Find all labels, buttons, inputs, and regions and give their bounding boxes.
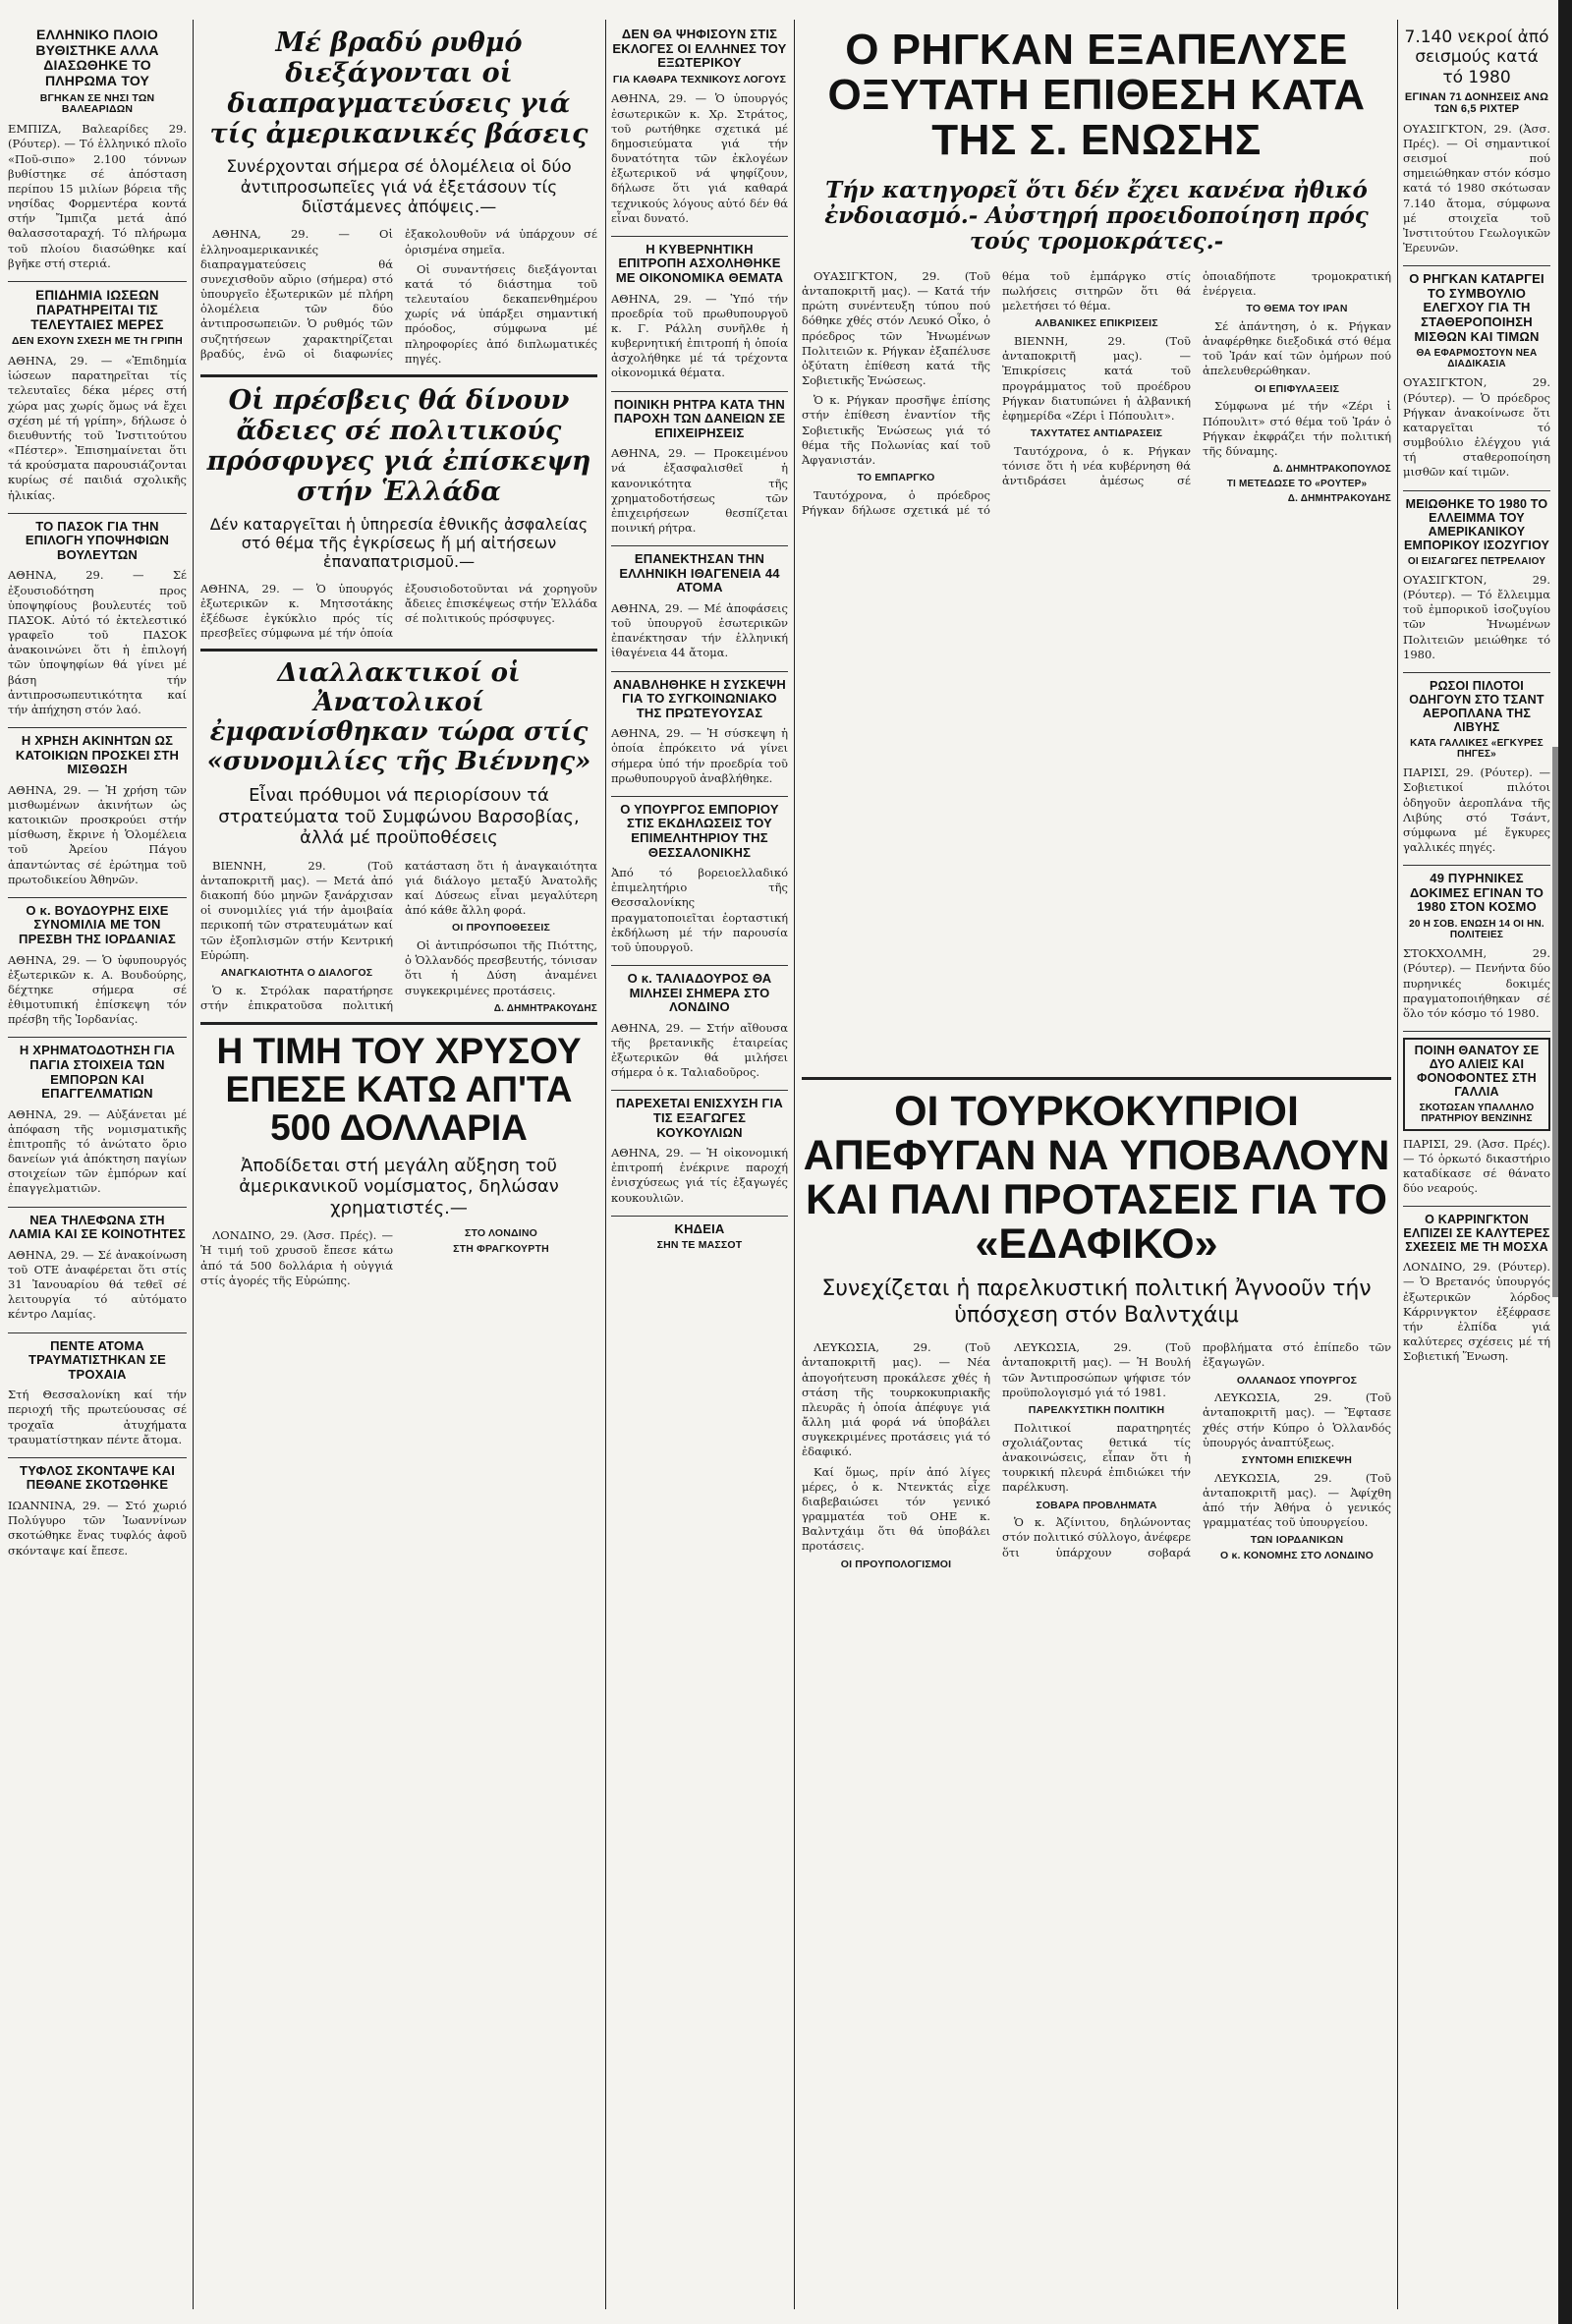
headline-financing: Η ΧΡΗΜΑΤΟΔΟΤΗΣΗ ΓΙΑ ΠΑΓΙΑ ΣΤΟΙΧΕΙΑ ΤΩΝ ΕΜΠΟΡΩΝ ΚΑΙ ΕΠΑΓΓΕΛΜΑΤΙΩΝ — [19, 1043, 176, 1102]
reagan-p1: ΟΥΑΣΙΓΚΤΟΝ, 29. (Τοῦ ἀνταποκριτῆ μας). — Κατά τήν πρώτη συνέντευξη τύπου πού δόθηκε χθές στόν Λευκό Οἶκο, ὁ πρόεδρος τῶν Ἡνωμένων Πολιτειῶν κ. Ρήγκαν ἐξαπέλυσε ὀξύτατη ἐπίθεση κατά τῆς Σοβιετικῆς Ἑνώσεως. — [802, 268, 990, 388]
subhead-refugees: Δέν καταργεῖται ἡ ὑπηρεσία ἐθνικῆς ἀσφαλείας στό θέμα τῆς ἐγκρίσεως ἤ μή αἰτήσεων ἐπαναπατρισμοῦ.— — [209, 515, 589, 572]
headline-reagan-attack: Ο ΡΗΓΚΑΝ ΕΞΑΠΕΛΥΣΕ ΟΞΥΤΑΤΗ ΕΠΙΘΕΣΗ ΚΑΤΑ ΤΗΣ Σ. ΕΝΩΣΗΣ — [827, 26, 1366, 165]
headline-carrington: Ο ΚΑΡΡΙΝΓΚΤΟΝ ΕΛΠΙΖΕΙ ΣΕ ΚΑΛΥΤΕΡΕΣ ΣΧΕΣΕΙΣ ΜΕ ΤΗ ΜΟΣΧΑ — [1403, 1213, 1550, 1255]
article-overseas-vote: ΑΘΗΝΑ, 29. — Ὁ ὑπουργός ἐσωτερικῶν κ. Χρ. Στράτος, τοῦ ρωτήθηκε σχετικά μέ δημοσιεύματα γιά τήν δυνατότητα τῶν ἐκλογέων ἐξωτερικοῦ νά ψηφίζουν, δήλωσε ὅτι γιά καθαρά τεχνικούς λόγους αὐτό δέν θά εἶναι δυνατό. — [611, 91, 788, 225]
article-gov-committee: ΑΘΗΝΑ, 29. — Ὑπό τήν προεδρία τοῦ πρωθυπουργοῦ κ. Γ. Ράλλη συνῆλθε ἡ κυβερνητική ἐπιτροπή ἡ ὁποία ἀσχολήθηκε μέ τά τρέχοντα οἰκονομικά θέματα. — [611, 291, 788, 380]
article-vienna-p3: Οἱ ἀντιπρόσωποι τῆς Πιόττης, ὁ Ὁλλανδός πρεσβευτής, τόνισαν ὅτι ἡ Δύση ἀναμένει συγκεκριμένες προτάσεις. — [405, 938, 597, 997]
article-blind-man: ΙΩΑΝΝΙΝΑ, 29. — Στό χωριό Πολύγυρο τῶν Ἰωαννίνων σκοτώθηκε ἕνας τυφλός ἀφοῦ σκόνταψε καί ἔπεσε. — [8, 1499, 187, 1558]
subhead-soviet-pilots: ΚΑΤΑ ΓΑΛΛΙΚΕΣ «ΕΓΚΥΡΕΣ ΠΗΓΕΣ» — [1410, 737, 1544, 761]
subhead-trade-deficit: ΟΙ ΕΙΣΑΓΩΓΕΣ ΠΕΤΡΕΛΑΙΟΥ — [1407, 555, 1546, 567]
headline-taliadouros: Ο κ. ΤΑΛΙΑΔΟΥΡΟΣ ΘΑ ΜΙΛΗΣΕΙ ΣΗΜΕΡΑ ΣΤΟ ΛΟΝΔΙΝΟ — [627, 971, 772, 1015]
subhead-nuclear-tests: 20 Η ΣΟΒ. ΕΝΩΣΗ 14 ΟΙ ΗΝ. ΠΟΛΙΤΕΙΕΣ — [1409, 918, 1544, 941]
article-commerce-minister: Ἀπό τό βορειοελλαδικό ἐπιμελητήριο τῆς Θεσσαλονίκης πραγματοποιεῖται ἑορταστική ἐκδήλωση μέ τήν παρουσία τοῦ ὑπουργοῦ. — [611, 866, 788, 954]
reagan-p7: Σύμφωνα μέ τήν «Ζέρι ἰ Πόπουλιτ» στό θέμα τοῦ Ἰράν ὁ Ρήγκαν ἐκφράζει τήν πολιτική τῆς δύναμης. — [1203, 399, 1391, 458]
headline-turkish-cypriots: ΟΙ ΤΟΥΡΚΟΚΥΠΡΙΟΙ ΑΠΕΦΥΓΑΝ ΝΑ ΥΠΟΒΑΛΟΥΝ ΚΑΙ ΠΑΛΙ ΠΡΟΤΑΣΕΙΣ ΓΙΑ ΤΟ «ΕΔΑΦΙΚΟ» — [803, 1087, 1390, 1269]
article-vienna-p1: ΒΙΕΝΝΗ, 29. (Τοῦ ἀνταποκριτῆ μας). — Μετά ἀπό διακοπή δύο μηνῶν ξανάρχισαν οἱ συνομιλίες γιά τήν ἀμοιβαία περικοπή τῶν στρατευμάτων καί τῶν ἐξοπλισμῶν στήν Κεντρική Εὐρώπη. — [200, 858, 393, 962]
subsection-reuters: ΤΙ ΜΕΤΕΔΩΣΕ ΤΟ «ΡΟΥΤΕΡ» — [1226, 479, 1368, 490]
article-turkish-cypriots — [802, 1340, 1391, 2284]
subhead-death-penalty: ΣΚΟΤΩΣΑΝ ΥΠΑΛΛΗΛΟ ΠΡΑΤΗΡΙΟΥ ΒΕΝΖΙΝΗΣ — [1419, 1103, 1535, 1125]
article-accidents: Στή Θεσσαλονίκη καί τήν περιοχή τῆς πρωτεύουσας σέ τροχαῖα ἀτυχήματα τραυματίστηκαν πέντε ἄτομα. — [8, 1388, 187, 1446]
subhead-gold-price: Ἀποδίδεται στή μεγάλη αὔξηση τοῦ ἀμερικανικοῦ νομίσματος, δηλώσαν χρηματιστές.— — [239, 1155, 559, 1219]
column-1 — [8, 28, 187, 1568]
article-nuclear-tests: ΣΤΟΚΧΟΛΜΗ, 29. (Ρόυτερ). — Πενήντα δύο πυρηνικές δοκιμές πραγματοποιήθηκαν σέ ὅλο τόν κόσμο τό 1980. — [1403, 946, 1550, 1020]
headline-epidemic: ΕΠΙΔΗΜΙΑ ΙΩΣΕΩΝ ΠΑΡΑΤΗΡΕΙΤΑΙ ΤΙΣ ΤΕΛΕΥΤΑΙΕΣ ΜΕΡΕΣ — [30, 287, 164, 333]
subhead-turkish-cypriots: Συνεχίζεται ἡ παρελκυστική πολιτική Ἀγνοοῦν τήν ὑπόσχεση στόν Βαλντχάιμ — [821, 1276, 1372, 1328]
headline-traffic-meeting: ΑΝΑΒΛΗΘΗΚΕ Η ΣΥΣΚΕΨΗ ΓΙΑ ΤΟ ΣΥΓΚΟΙΝΩΝΙΑΚΟ ΤΗΣ ΠΡΩΤΕΥΟΥΣΑΣ — [612, 676, 787, 720]
article-vienna-p2: Ὁ κ. Στρόλακ παρατήρησε στήν ἐπικρατοῦσα πολιτική κατάσταση ὅτι ἡ ἀναγκαιότητα γιά διάλογο μεταξύ Ἀνατολῆς καί Δύσεως εἶναι μεγαλύτερη ἀπό κάθε ἄλλη φορά. — [200, 858, 597, 1012]
article-gold-price — [200, 1228, 597, 1288]
turk-p5: Ὁ κ. Ἀζίνιτου, δηλώνοντας στόν πολιτικό σύλλογο, ἀνέφερε ὅτι ὑπάρχουν σοβαρά προβλήματα στό ἐπίπεδο τῶν ἐξαγωγῶν. — [1002, 1340, 1391, 1559]
reagan-p2: Ὁ κ. Ρήγκαν προσῆψε ἐπίσης στήν ἐπίθεση ἐναντίον τῆς Σοβιετικῆς Ἑνώσεως γιά τό θέμα τῆς Πολωνίας καί τοῦ Ἀφγανιστάν. — [802, 393, 990, 467]
death-penalty-box — [1403, 1038, 1550, 1130]
article-property: ΑΘΗΝΑ, 29. — Ἡ χρήση τῶν μισθωμένων ἀκινήτων ὡς κατοικιῶν προσκρούει στήν μίσθωση, ἔκρινε ἡ Ὁλομέλεια τοῦ Ἀρείου Πάγου ἀπαντώντας σέ ἐρώτημα τοῦ πρωτοδικείου Ἀθηνῶν. — [8, 782, 187, 886]
article-voudouris: ΑΘΗΝΑ, 29. — Ὁ ὑφυπουργός ἐξωτερικῶν κ. Α. Βουδούρης, δέχτηκε σήμερα σέ ἐθιμοτυπική ἐπίσκεψη τόν πρέσβη τῆς Ἰορδανίας. — [8, 952, 187, 1027]
headline-refugees: Οἱ πρέσβεις θά δίνουν ἄδειες σέ πολιτικούς πρόσφυγες γιά ἐπίσκεψη στήν Ἑλλάδα — [206, 384, 591, 508]
turk-p6: ΛΕΥΚΩΣΙΑ, 29. (Τοῦ ἀνταποκριτῆ μας). — Ἔφτασε χθές στήν Κύπρο ὁ Ὁλλανδός ὑπουργός ἀναπτύξεως. — [1203, 1390, 1391, 1449]
subhead-overseas-vote: ΓΙΑ ΚΑΘΑΡΑ ΤΕΧΝΙΚΟΥΣ ΛΟΓΟΥΣ — [612, 73, 787, 85]
headline-death-penalty: ΠΟΙΝΗ ΘΑΝΑΤΟΥ ΣΕ ΔΥΟ ΑΛΙΕΙΣ ΚΑΙ ΦΟΝΟΦΟΝΤΕΣ ΣΤΗ ΓΑΛΛΙΑ — [1414, 1044, 1540, 1100]
column-right — [1403, 28, 1550, 1374]
article-citizenship: ΑΘΗΝΑ, 29. — Μέ ἀποφάσεις τοῦ ὑπουργοῦ ἐσωτερικῶν ἐπανέκτησαν τήν ἑλληνική ἰθαγένεια 44 ἄτομα. — [611, 600, 788, 660]
subsection-serious-problems: ΣΟΒΑΡΑ ΠΡΟΒΛΗΜΑΤΑ — [1036, 1499, 1157, 1511]
subsection-iran: ΤΟ ΘΕΜΑ ΤΟΥ ΙΡΑΝ — [1246, 303, 1348, 315]
article-phones: ΑΘΗΝΑ, 29. — Σέ ἀνακοίνωση τοῦ ΟΤΕ ἀναφέρεται ὅτι στίς 31 Ἰανουαρίου θά τεθεῖ σέ λειτουργία τό αὐτόματο κέντρο Λαμίας. — [8, 1247, 187, 1322]
headline-greek-ship: ΕΛΛΗΝΙΚΟ ΠΛΟΙΟ ΒΥΘΙΣΤΗΚΕ ΑΛΛΑ ΔΙΑΣΩΘΗΚΕ ΤΟ ΠΛΗΡΩΜΑ ΤΟΥ — [35, 27, 159, 89]
reagan-p5: Ταυτόχρονα, ὁ κ. Ρήγκαν τόνισε ὅτι ἡ νέα κυβέρνηση θά ἀντιδράσει ἀμέσως σέ ὁποιαδήποτε τρομοκρατική ἐνέργεια. — [1002, 268, 1391, 488]
subsection-jordanian: ΤΩΝ ΙΟΡΔΑΝΙΚΩΝ — [1250, 1534, 1344, 1547]
headline-commerce-minister: Ο ΥΠΟΥΡΓΟΣ ΕΜΠΟΡΙΟΥ ΣΤΙΣ ΕΚΔΗΛΩΣΕΙΣ ΤΟΥ ΕΠΙΜΕΛΗΤΗΡΙΟΥ ΤΗΣ ΘΕΣΣΑΛΟΝΙΚΗΣ — [620, 801, 779, 860]
article-earthquakes: ΟΥΑΣΙΓΚΤΟΝ, 29. (Ἀσσ. Πρές). — Οἱ σημαντικοί σεισμοί πού σημειώθηκαν στόν κόσμο κατά τό 1980 σκότωσαν 7.140 ἄτομα, σύμφωνα μέ στοιχεῖα τοῦ Ἰνστιτούτου Γεωλογικῶν Ἐρευνῶν. — [1403, 121, 1550, 255]
article-pasok: ΑΘΗΝΑ, 29. — Σέ ἐξουσιοδότηση προς ὑποψηφίους βουλευτές τοῦ ΠΑΣΟΚ. Αὐτό τό ἐκτελεστικό γραφεῖο τοῦ ΠΑΣΟΚ ἀνακοινώνει ὅτι ἡ ἐπιλογή τῶν ὑποψηφίων θά γίνει μέ βάση τήν ἀντιπροσωπευτικότητα καί τήν ἀπήχηση στόν λαό. — [8, 568, 187, 716]
headline-citizenship: ΕΠΑΝΕΚΤΗΣΑΝ ΤΗΝ ΕΛΛΗΝΙΚΗ ΙΘΑΓΕΝΕΙΑ 44 ΑΤΟΜΑ — [619, 551, 780, 595]
article-epidemic: ΑΘΗΝΑ, 29. — «Ἐπιδημία ἰώσεων παρατηρεῖται τίς τελευταῖες δέκα μέρες στή χώρα μας χωρίς ὅμως νά ἔχει σχέση μέ τή γρίπη», δήλωσε ὁ διευθυντής τοῦ Ἰνστιτούτου «Πέστερ». Ἐπισημαίνεται ὅτι τά κρούσματα παρουσιάζονται κυρίως σέ παιδιά σχολικῆς ἡλικίας. — [8, 353, 187, 502]
article-greek-ship: ΕΜΠΙΖΑ, Βαλεαρίδες 29. (Ρόυτερ). — Τό ἑλληνικό πλοῖο «Ποῦ-σιπο» 2.100 τόννων βυθίστηκε σέ ἀπόσταση περίπου 15 μιλίων βόρεια τῆς νησίδας Φορμεντέρα κοντά στήν Ἴμπιζα μετά ἀπό θαλασσοταραχή. Τό πλήρωμα τοῦ πλοίου διασώθηκε καί βγῆκε στή στεριά. — [8, 122, 187, 270]
article-death-penalty: ΠΑΡΙΣΙ, 29. (Ἀσσ. Πρές). — Τό ὁρκωτό δικαστήριο καταδίκασε σέ θάνατο δύο νεαρούς. — [1403, 1136, 1550, 1196]
subhead-epidemic: ΔΕΝ ΕΧΟΥΝ ΣΧΕΣΗ ΜΕ ΤΗ ΓΡΙΠΗ — [12, 335, 183, 348]
article-vienna-talks — [200, 859, 597, 1014]
headline-nuclear-tests: 49 ΠΥΡΗΝΙΚΕΣ ΔΟΚΙΜΕΣ ΕΓΙΝΑΝ ΤΟ 1980 ΣΤΟΝ ΚΟΣΜΟ — [1409, 871, 1544, 915]
article-cocoons: ΑΘΗΝΑ, 29. — Ἡ οἰκονομική ἐπιτροπή ἐνέκρινε παροχή ἐνισχύσεως γιά τίς ἐξαγωγές κουκουλιῶν. — [611, 1146, 788, 1205]
headline-vienna-talks: Διαλλακτικοί οἱ Ἀνατολικοί ἐμφανίσθηκαν τώρα στίς «συνομιλίες τῆς Βιέννης» — [206, 658, 591, 777]
byline-dimitrakoudis: Δ. ΔΗΜΗΤΡΑΚΟΥΔΗΣ — [493, 1002, 597, 1014]
subhead-us-bases: Συνέρχονται σήμερα σέ ὁλομέλεια οἱ δύο ἀντιπροσωπεῖες γιά νά ἐξετάσουν τίς διϊστάμενες ἀπόψεις.— — [226, 157, 572, 217]
article-carrington: ΛΟΝΔΙΝΟ, 29. (Ρόυτερ). — Ὁ Βρετανός ὑπουργός ἐξωτερικῶν λόρδος Κάρρινγκτον ἐξέφρασε τήν ἐλπίδα γιά καλύτερες σχέσεις μέ τή Σοβιετική Ἕνωση. — [1403, 1260, 1550, 1364]
subhead-greek-ship: ΒΓΗΚΑΝ ΣΕ ΝΗΣΙ ΤΩΝ ΒΑΛΕΑΡΙΔΩΝ — [39, 91, 155, 116]
subhead-wage-council: ΘΑ ΕΦΑΡΜΟΣΤΟΥΝ ΝΕΑ ΔΙΑΔΙΚΑΣΙΑ — [1416, 348, 1538, 370]
headline-gold-price: Η ΤΙΜΗ ΤΟΥ ΧΡΥΣΟΥ ΕΠΕΣΕ ΚΑΤΩ ΑΠ'ΤΑ 500 ΔΟΛΛΑΡΙΑ — [216, 1031, 582, 1148]
headline-wage-council: Ο ΡΗΓΚΑΝ ΚΑΤΑΡΓΕΙ ΤΟ ΣΥΜΒΟΥΛΙΟ ΕΛΕΓΧΟΥ ΓΙΑ ΤΗ ΣΤΑΘΕΡΟΠΟΙΗΣΗ ΜΙΣΘΩΝ ΚΑΙ ΤΙΜΩΝ — [1409, 271, 1544, 344]
subsection-dialogue: ΑΝΑΓΚΑΙΟΤΗΤΑ Ο ΔΙΑΛΟΓΟΣ — [220, 966, 373, 979]
turk-p3: ΛΕΥΚΩΣΙΑ, 29. (Τοῦ ἀνταποκριτῆ μας). — Ἡ Βουλή τῶν Ἀντιπροσώπων ψήφισε τόν προϋπολογισμό γιά τό 1981. — [1002, 1340, 1191, 1399]
headline-funeral: ΚΗΔΕΙΑ — [674, 1220, 725, 1236]
subsection-embargo: ΤΟ ΕΜΠΑΡΓΚΟ — [857, 472, 935, 484]
subsection-delay-policy: ΠΑΡΕΛΚΥΣΤΙΚΗ ΠΟΛΙΤΙΚΗ — [1028, 1403, 1165, 1416]
reagan-p3: Ταυτόχρονα, ὁ πρόεδρος Ρήγκαν δήλωσε σχετικά μέ τό θέμα τοῦ ἐμπάργκο στίς πωλήσεις σιτηρῶν ὅτι θά μελετήσει τό θέμα. — [802, 268, 1191, 518]
article-us-bases-p1: ΑΘΗΝΑ, 29. — Οἱ ἑλληνοαμερικανικές διαπραγματεύσεις θά συνεχισθοῦν αὔριο (σήμερα) στό ὑπουργεῖο ἐξωτερικῶν μέ πλήρη ὁλομέλεια τῶν δύο ἀντιπροσωπειῶν. Ὁ ρυθμός τῶν συζητήσεων χαρακτηρίζεται βραδύς, ἐνῶ οἱ διαφωνίες ἐξακολουθοῦν νά ὑπάρχουν σέ ὁρισμένα σημεῖα. — [200, 227, 597, 361]
article-penalty-clause: ΑΘΗΝΑ, 29. — Προκειμένου νά ἐξασφαλισθεῖ ἡ κανονικότητα τῆς χρηματοδοτήσεως τῶν ἐπιχειρήσεων θεσπίζεται ποινική ρήτρα. — [611, 446, 788, 536]
turk-p2: Καί ὅμως, πρίν ἀπό λίγες μέρες, ὁ κ. Ντενκτάς εἶχε διαβεβαιώσει τόν γενικό γραμματέα τοῦ ΟΗΕ κ. Βαλντχάιμ ὅτι θά ὑποβάλει προτάσεις. — [802, 1464, 990, 1554]
subsection-london: ΣΤΟ ΛΟΝΔΙΝΟ — [464, 1227, 538, 1240]
subhead-vienna-talks: Εἶναι πρόθυμοι νά περιορίσουν τά στρατεύματα τοῦ Συμφώνου Βαρσοβίας, ἀλλά μέ προϋποθέσεις — [218, 784, 580, 849]
subsection-reactions: ΤΑΧΥΤΑΤΕΣ ΑΝΤΙΔΡΑΣΕΙΣ — [1030, 427, 1163, 440]
page-edge-shadow — [1558, 0, 1572, 2324]
reagan-p6: Σέ ἀπάντηση, ὁ κ. Ρήγκαν ἀναφέρθηκε διεξοδικά στό θέμα τοῦ Ἰράν καί τῶν ὁμήρων πού ἀπελευθερώθηκαν. — [1203, 318, 1391, 378]
subsection-konomis: Ο κ. ΚΟΝΟΜΗΣ ΣΤΟ ΛΟΝΔΙΝΟ — [1219, 1550, 1375, 1562]
headline-phones: ΝΕΑ ΤΗΛΕΦΩΝΑ ΣΤΗ ΛΑΜΙΑ ΚΑΙ ΣΕ ΚΟΙΝΟΤΗΤΕΣ — [9, 1212, 186, 1242]
headline-gov-committee: Η ΚΥΒΕΡΝΗΤΙΚΗ ΕΠΙΤΡΟΠΗ ΑΣΧΟΛΗΘΗΚΕ ΜΕ ΟΙΚΟΝΟΜΙΚΑ ΘΕΜΑΤΑ — [615, 241, 784, 286]
subsection-short-visit: ΣΥΝΤΟΜΗ ΕΠΙΣΚΕΨΗ — [1241, 1454, 1353, 1466]
headline-overseas-vote: ΔΕΝ ΘΑ ΨΗΦΙΣΟΥΝ ΣΤΙΣ ΕΚΛΟΓΕΣ ΟΙ ΕΛΛΗΝΕΣ ΤΟΥ ΕΞΩΤΕΡΙΚΟΥ — [612, 27, 787, 71]
subsection-dutch-minister: ΟΛΛΑΝΔΟΣ ΥΠΟΥΡΓΟΣ — [1236, 1374, 1358, 1387]
subhead-reagan-attack: Τήν κατηγορεῖ ὅτι δέν ἔχει κανένα ἠθικό ἐνδοιασμό.- Αὐστηρή προειδοποίηση πρός τούς τρομοκράτες.- — [824, 176, 1369, 255]
subsection-reservations: ΟΙ ΕΠΙΦΥΛΑΞΕΙΣ — [1254, 382, 1340, 395]
column-2 — [200, 28, 597, 1288]
headline-pasok: ΤΟ ΠΑΣΟΚ ΓΙΑ ΤΗΝ ΕΠΙΛΟΓΗ ΥΠΟΨΗΦΙΩΝ ΒΟΥΛΕΥΤΩΝ — [25, 518, 170, 562]
byline-dimitrakoudis-2: Δ. ΔΗΜΗΤΡΑΚΟΥΔΗΣ — [1287, 493, 1391, 505]
headline-soviet-pilots: ΡΩΣΟΙ ΠΙΛΟΤΟΙ ΟΔΗΓΟΥΝ ΣΤΟ ΤΣΑΝΤ ΑΕΡΟΠΛΑΝΑ ΤΗΣ ΛΙΒΥΗΣ — [1409, 678, 1544, 734]
headline-trade-deficit: ΜΕΙΩΘΗΚΕ ΤΟ 1980 ΤΟ ΕΛΛΕΙΜΜΑ ΤΟΥ ΑΜΕΡΙΚΑΝΙΚΟΥ ΕΜΠΟΡΙΚΟΥ ΙΣΟΖΥΓΙΟΥ — [1403, 496, 1550, 552]
article-trade-deficit: ΟΥΑΣΙΓΚΤΟΝ, 29. (Ρόυτερ). — Τό ἔλλειμμα τοῦ ἐμπορικοῦ ἰσοζυγίου τῶν Ἡνωμένων Πολιτειῶν μειώθηκε τό 1980. — [1403, 572, 1550, 661]
article-reagan-attack — [802, 269, 1391, 1065]
subsection-frankfurt: ΣΤΗ ΦΡΑΓΚΟΥΡΤΗ — [453, 1243, 549, 1256]
torn-edge — [1552, 747, 1558, 1297]
article-taliadouros: ΑΘΗΝΑ, 29. — Στήν αἴθουσα τῆς βρετανικῆς ἑταιρείας ἐξωτερικῶν θά μιλήσει σήμερα ὁ κ. Ταλιαδοῦρος. — [611, 1020, 788, 1080]
article-us-bases-p2: Οἱ συναντήσεις διεξάγονται κατά τό διάστημα τοῦ τελευταίου δεκαπενθημέρου χωρίς νά ὑπάρξει σημαντική πρόοδος, σύμφωνα μέ πληροφορίες ἀπό διπλωματικές πηγές. — [405, 261, 597, 366]
reagan-p4: ΒΙΕΝΝΗ, 29. (Τοῦ ἀνταποκριτῆ μας). — Ἐπικρίσεις κατά τοῦ προγράμματος τοῦ προέδρου Ρήγκαν διατυπώνει ἡ ἀλβανική ἐφημερίδα «Ζέρι ἰ Πόπουλιτ». — [1002, 334, 1191, 423]
headline-property: Η ΧΡΗΣΗ ΑΚΙΝΗΤΩΝ ΩΣ ΚΑΤΟΙΚΙΩΝ ΠΡΟΣΚΕΙ ΣΤΗ ΜΙΣΘΩΣΗ — [15, 733, 180, 777]
article-us-bases — [200, 227, 597, 367]
headline-voudouris: Ο κ. ΒΟΥΔΟΥΡΗΣ ΕΙΧΕ ΣΥΝΟΜΙΛΙΑ ΜΕ ΤΟΝ ΠΡΕΣΒΗ ΤΗΣ ΙΟΡΔΑΝΙΑΣ — [18, 902, 176, 946]
headline-earthquakes: 7.140 νεκροί ἀπό σεισμούς κατά τό 1980 — [1404, 28, 1549, 87]
article-financing: ΑΘΗΝΑ, 29. — Αὐξάνεται μέ ἀπόφαση τῆς νομισματικῆς ἐπιτροπῆς τό ἀνώτατο ὅριο δανείων γιά ἀπόκτηση παγίων στοιχείων τῶν ἐμπόρων καί ἐπαγγελματιῶν. — [8, 1106, 187, 1196]
funeral-name: ΣΗΝ ΤΕ ΜΑΣΣΟΤ — [656, 1239, 743, 1252]
subhead-earthquakes: ΕΓΙΝΑΝ 71 ΔΟΝΗΣΕΙΣ ΑΝΩ ΤΩΝ 6,5 ΡΙΧΤΕΡ — [1404, 91, 1549, 116]
subsection-budgets: ΟΙ ΠΡΟΥΠΟΛΟΓΙΣΜΟΙ — [840, 1558, 952, 1570]
subsection-conditions: ΟΙ ΠΡΟΥΠΟΘΕΣΕΙΣ — [452, 922, 550, 935]
main-story — [802, 28, 1391, 2284]
headline-penalty-clause: ΠΟΙΝΙΚΗ ΡΗΤΡΑ ΚΑΤΑ ΤΗΝ ΠΑΡΟΧΗ ΤΩΝ ΔΑΝΕΙΩΝ ΣΕ ΕΠΙΧΕΙΡΗΣΕΙΣ — [613, 396, 786, 440]
turk-p7: ΛΕΥΚΩΣΙΑ, 29. (Τοῦ ἀνταποκριτῆ μας). — Ἀφίχθη ἀπό τήν Ἀθήνα ὁ γενικός γραμματέας τοῦ ὑπουργείου. — [1203, 1470, 1391, 1530]
article-gold-p1: ΛΟΝΔΙΝΟ, 29. (Ἀσσ. Πρές). — Ἡ τιμή τοῦ χρυσοῦ ἔπεσε κάτω ἀπό τά 500 δολλάρια ἡ οὐγγιά στίς ἀγορές τῆς Εὐρώπης. — [200, 1228, 393, 1287]
headline-accidents: ΠΕΝΤΕ ΑΤΟΜΑ ΤΡΑΥΜΑΤΙΣΤΗΚΑΝ ΣΕ ΤΡΟΧΑΙΑ — [28, 1337, 166, 1382]
turk-p1: ΛΕΥΚΩΣΙΑ, 29. (Τοῦ ἀνταποκριτῆ μας). — Νέα ἀπογοήτευση προκάλεσε χθές ἡ στάση τῆς τουρκοκυπριακῆς πλευρᾶς ἡ ὁποία ἀπέφυγε γιά ἄλλη μιά φορά νά ὑποβάλει συγκεκριμένες προτάσεις γιά τό ἐδαφικό. — [802, 1340, 990, 1459]
article-wage-council: ΟΥΑΣΙΓΚΤΟΝ, 29. (Ρόυτερ). — Ὁ πρόεδρος Ρήγκαν ἀνακοίνωσε ὅτι καταργεῖται τό συμβούλιο ἐλέγχου γιά τή σταθεροποίηση μισθῶν καί τιμῶν. — [1403, 375, 1550, 480]
headline-cocoons: ΠΑΡΕΧΕΤΑΙ ΕΝΙΣΧΥΣΗ ΓΙΑ ΤΙΣ ΕΞΑΓΩΓΕΣ ΚΟΥΚΟΥΛΙΩΝ — [616, 1096, 783, 1140]
turk-p4: Πολιτικοί παρατηρητές σχολιάζοντας θετικά τίς ἀνακοινώσεις, εἶπαν ὅτι ἡ τουρκική πλευρά ἐπιδιώκει τήν παρέλκυση. — [1002, 1420, 1191, 1495]
column-3 — [611, 28, 788, 1252]
headline-us-bases: Μέ βραδύ ρυθμό διεξάγονται οἱ διαπραγματεύσεις γιά τίς ἀμερικανικές βάσεις — [209, 28, 589, 150]
headline-blind-man: ΤΥΦΛΟΣ ΣΚΟΝΤΑΨΕ ΚΑΙ ΠΕΘΑΝΕ ΣΚΟΤΩΘΗΚΕ — [19, 1462, 176, 1493]
article-refugees: ΑΘΗΝΑ, 29. — Ὁ ὑπουργός ἐξωτερικῶν κ. Μητσοτάκης ἐξέδωσε ἐγκύκλιο πρός τίς πρεσβεῖες σύμφωνα μέ τήν ὁποία ἐξουσιοδοτοῦνται νά χορηγοῦν ἄδειες ἐπισκέψεως στήν Ἑλλάδα σέ πολιτικούς πρόσφυγες. — [200, 581, 597, 641]
article-soviet-pilots: ΠΑΡΙΣΙ, 29. (Ρόυτερ). — Σοβιετικοί πιλότοι ὁδηγοῦν ἀεροπλάνα τῆς Λιβύης στό Τσάντ, σύμφωνα μέ ἔγκυρες γαλλικές πηγές. — [1403, 765, 1550, 855]
article-traffic-meeting: ΑΘΗΝΑ, 29. — Ἡ σύσκεψη ἡ ὁποία ἐπρόκειτο νά γίνει σήμερα ὑπό τήν προεδρία τοῦ πρωθυπουργοῦ ἀναβλήθηκε. — [611, 726, 788, 785]
subsection-albanian: ΑΛΒΑΝΙΚΕΣ ΕΠΙΚΡΙΣΕΙΣ — [1035, 317, 1158, 330]
byline-dimitrakopoulos: Δ. ΔΗΜΗΤΡΑΚΟΠΟΥΛΟΣ — [1272, 464, 1391, 476]
